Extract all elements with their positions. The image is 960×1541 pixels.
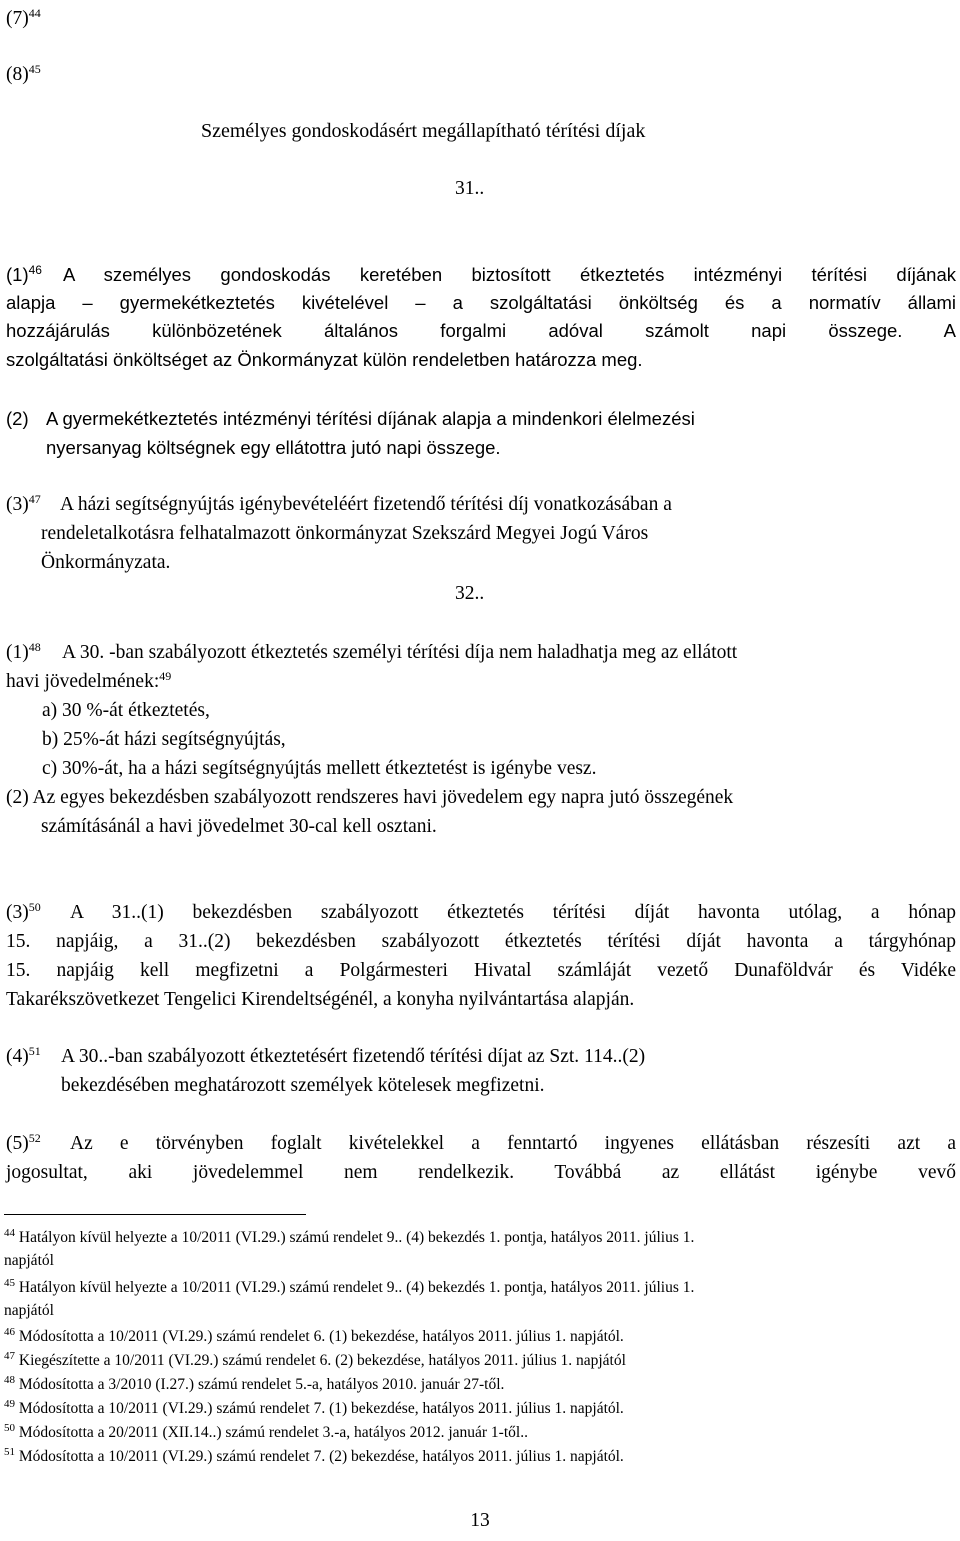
section-31-number: 31.. <box>455 178 485 199</box>
s32-p4-number: $(4)^{51}$ <box>6 1044 41 1067</box>
footnote-45: $^{45}$ Hatályon kívül helyezte a 10/2011 (VI.29.) számú rendelet 9.. (4) bekezdés 1. pontja, hatályos 2011. július 1. <box>4 1277 695 1296</box>
page-number: 13 <box>470 1510 490 1531</box>
footnote-separator <box>4 1214 306 1215</box>
s31-p3-line2: rendeletalkotásra felhatalmazott önkormányzat Szekszárd Megyei Jogú Város <box>41 523 649 544</box>
s32-p3-line3: 15. napjáig kell megfizetni a Polgármesteri Hivatal számláját vezető Dunaföldvár és Vidéke <box>6 960 956 981</box>
s32-p3-number: $(3)^{50}$ <box>6 900 41 923</box>
s32-p4-line2: bekezdésében meghatározott személyek kötelesek megfizetni. <box>61 1075 545 1096</box>
s32-p3-line4: Takarékszövetkezet Tengelici Kirendeltségénél, a konyha nyilvántartása alapján. <box>6 989 635 1010</box>
footnote-46: $^{46}$ Módosította a 10/2011 (VI.29.) számú rendelet 6. (1) bekezdése, hatályos 2011. július 1. napjától. <box>4 1326 624 1345</box>
s32-p3-line1: A 31..(1) bekezdésben szabályozott étkeztetés térítési díját havonta utólag, a hónap <box>70 902 956 923</box>
s32-p3-line2: 15. napjáig, a 31..(2) bekezdésben szabályozott étkeztetés térítési díját havonta a tárgyhónap <box>6 931 956 952</box>
s32-p1-line2: havi jövedelmének:$^{49}$ <box>6 669 172 692</box>
s31-p1-number: $(1)^{46}$ <box>6 263 42 285</box>
s32-p5-line1: Az e törvényben foglalt kivételekkel a fenntartó ingyenes ellátásban részesíti azt a <box>70 1133 956 1154</box>
s32-p1-line1: A 30. -ban szabályozott étkeztetés személyi térítési díja nem haladhatja meg az ellátott <box>62 642 738 663</box>
section-title: Személyes gondoskodásért megállapítható térítési díjak <box>201 120 646 142</box>
s32-p2-line2: számításánál a havi jövedelmet 30-cal kell osztani. <box>41 816 437 837</box>
paragraph-7: $(7)^{44}$ <box>6 6 41 29</box>
s32-p1-item-b: b) 25%-át házi segítségnyújtás, <box>42 729 286 750</box>
section-32-number: 32.. <box>455 583 485 604</box>
s31-p3-number: $(3)^{47}$ <box>6 492 41 515</box>
s32-p5-number: $(5)^{52}$ <box>6 1131 41 1154</box>
s31-p1-line4: szolgáltatási önköltséget az Önkormányzat külön rendeletben határozza meg. <box>6 349 643 370</box>
footnote-50: $^{50}$ Módosította a 20/2011 (XII.14..) számú rendelet 3.-a, hatályos 2012. január 1-től.. <box>4 1422 528 1441</box>
s32-p2-line1: (2) Az egyes bekezdésben szabályozott rendszeres havi jövedelem egy napra jutó összegének <box>6 787 734 808</box>
footnote-48: $^{48}$ Módosította a 3/2010 (I.27.) számú rendelet 5.-a, hatályos 2010. január 27-től. <box>4 1374 505 1393</box>
s32-p1-item-a: a) 30 %-át étkeztetés, <box>42 700 210 721</box>
s31-p1-line3: hozzájárulás különbözetének általános forgalmi adóval számolt napi összege. A <box>6 320 956 341</box>
s31-p2-line2: nyersanyag költségnek egy ellátottra jutó napi összege. <box>46 437 501 458</box>
footnote-49: $^{49}$ Módosította a 10/2011 (VI.29.) számú rendelet 7. (1) bekezdése, hatályos 2011. július 1. napjától. <box>4 1398 624 1417</box>
s31-p3-line1: A házi segítségnyújtás igénybevételéért fizetendő térítési díj vonatkozásában a <box>60 494 672 515</box>
s32-p1-number: $(1)^{48}$ <box>6 640 41 663</box>
s32-p4-line1: A 30..-ban szabályozott étkeztetésért fizetendő térítési díjat az Szt. 114..(2) <box>61 1046 646 1067</box>
paragraph-8: $(8)^{45}$ <box>6 62 41 85</box>
s31-p1-line2: alapja – gyermekétkeztetés kivételével – a szolgáltatási önköltség és a normatív állami <box>6 292 956 313</box>
s31-p1-line1: A személyes gondoskodás keretében biztosított étkeztetés intézményi térítési díjának <box>63 264 956 285</box>
s31-p3-line3: Önkormányzata. <box>41 552 171 573</box>
footnote-44: $^{44}$ Hatályon kívül helyezte a 10/2011 (VI.29.) számú rendelet 9.. (4) bekezdés 1. pontja, hatályos 2011. július 1. <box>4 1227 695 1246</box>
footnote-44-cont: napjától <box>4 1252 54 1269</box>
s31-p2-line1: A gyermekétkeztetés intézményi térítési díjának alapja a mindenkori élelmezési <box>46 408 695 429</box>
footnote-45-cont: napjától <box>4 1302 54 1319</box>
s32-p5-line2: jogosultat, aki jövedelemmel nem rendelkezik. Továbbá az ellátást igénybe vevő <box>6 1162 956 1183</box>
footnote-47: $^{47}$ Kiegészítette a 10/2011 (VI.29.) számú rendelet 6. (2) bekezdése, hatályos 2011. július 1. napjától <box>4 1350 626 1369</box>
footnote-51: $^{51}$ Módosította a 10/2011 (VI.29.) számú rendelet 7. (2) bekezdése, hatályos 2011. július 1. napjától. <box>4 1446 624 1465</box>
s31-p2-number: (2) <box>6 408 29 429</box>
s32-p1-item-c: c) 30%-át, ha a házi segítségnyújtás mellett étkeztetést is igénybe vesz. <box>42 758 597 779</box>
